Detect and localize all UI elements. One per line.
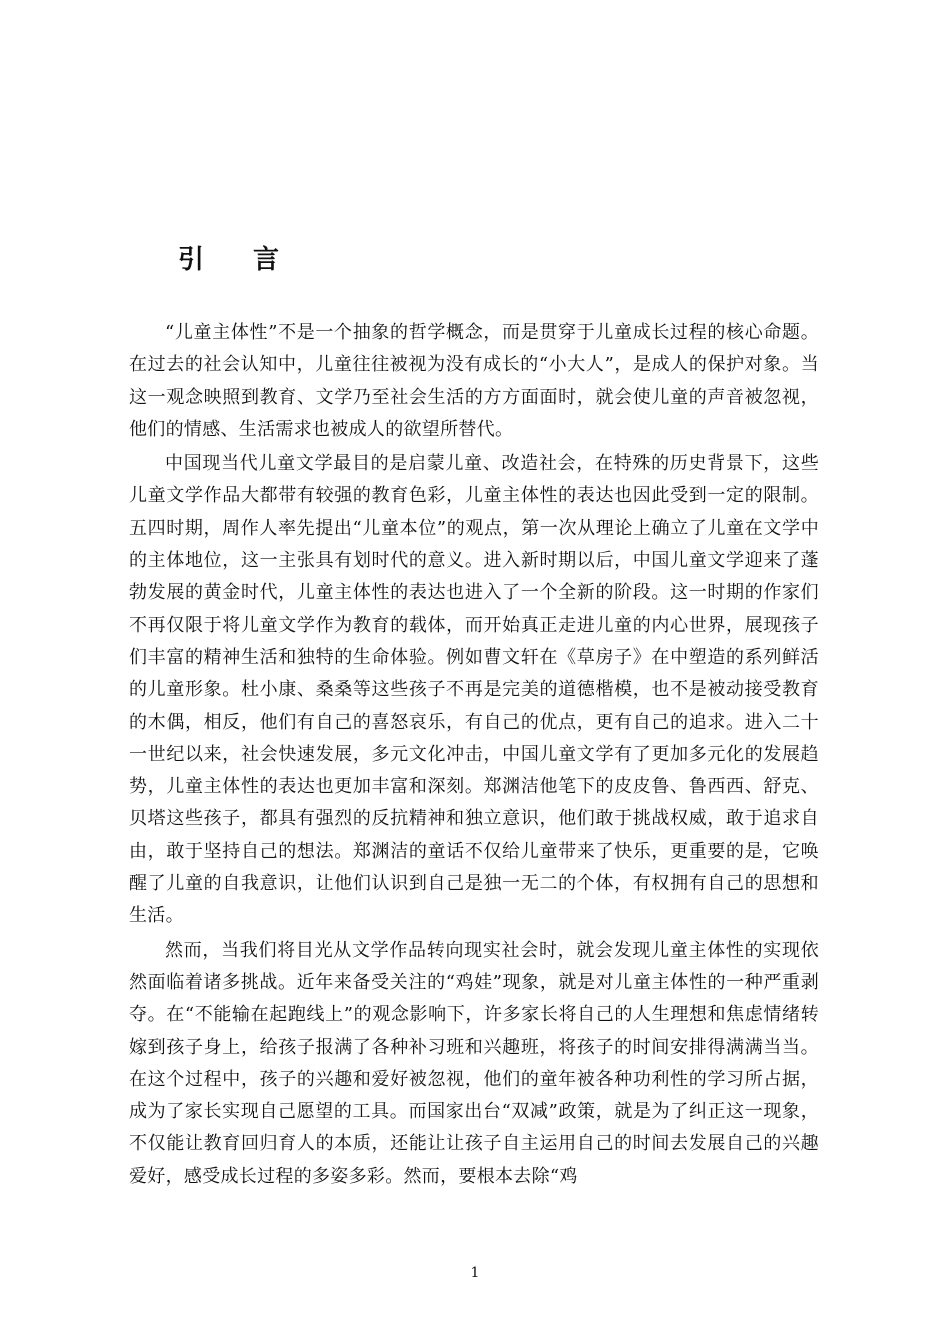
body-text <box>129 317 819 1195</box>
paragraph-3: 然而，当我们将目光从文学作品转向现实社会时，就会发现儿童主体性的实现依然面临着诸多挑战。近年来备受关注的“鸡娃”现象，就是对儿童主体性的一种严重剥夺。在“不能输在起跑线上”的观念影响下，许多家长将自己的人生理想和焦虑情绪转嫁到孩子身上，给孩子报满了各种补习班和兴趣班，将孩子的时间安排得满满当当。在这个过程中，孩子的兴趣和爱好被忽视，他们的童年被各种功利性的学习所占据，成为了家长实现自己愿望的工具。而国家出台“双减”政策，就是为了纠正这一现象，不仅能让教育回归育人的本质，还能让让孩子自主运用自己的时间去发展自己的兴趣爱好，感受成长过程的多姿多彩。然而，要根本去除“鸡 <box>129 939 819 1187</box>
page-number: 1 <box>470 1265 480 1281</box>
paragraph-2: 中国现当代儿童文学最目的是启蒙儿童、改造社会，在特殊的历史背景下，这些儿童文学作品大都带有较强的教育色彩，儿童主体性的表达也因此受到一定的限制。五四时期，周作人率先提出“儿童本位”的观点，第一次从理论上确立了儿童在文学中的主体地位，这一主张具有划时代的意义。进入新时期以后，中国儿童文学迎来了蓬勃发展的黄金时代，儿童主体性的表达也进入了一个全新的阶段。这一时期的作家们不再仅限于将儿童文学作为教育的载体，而开始真正走进儿童的内心世界，展现孩子们丰富的精神生活和独特的生命体验。例如曹文轩在《草房子》在中塑造的系列鲜活的儿童形象。杜小康、桑桑等这些孩子不再是完美的道德楷模，也不是被动接受教育的木偶，相反，他们有自己的喜怒哀乐，有自己的优点，更有自己的追求。进入二十一世纪以来，社会快速发展，多元文化冲击，中国儿童文学有了更加多元化的发展趋势，儿童主体性的表达也更加丰富和深刻。郑渊洁他笔下的皮皮鲁、鲁西西、舒克、贝塔这些孩子，都具有强烈的反抗精神和独立意识，他们敢于挑战权威，敢于追求自由，敢于坚持自己的想法。郑渊洁的童话不仅给儿童带来了快乐，更重要的是，它唤醒了儿童的自我意识，让他们认识到自己是独一无二的个体，有权拥有自己的思想和生活。 <box>129 453 819 927</box>
paragraph-1: “儿童主体性”不是一个抽象的哲学概念，而是贯穿于儿童成长过程的核心命题。在过去的社会认知中，儿童往往被视为没有成长的“小大人”，是成人的保护对象。当这一观念映照到教育、文学乃至社会生活的方方面面时，就会使儿童的声音被忽视，他们的情感、生活需求也被成人的欲望所替代。 <box>129 322 819 440</box>
section-heading: 引 言 <box>178 245 300 275</box>
